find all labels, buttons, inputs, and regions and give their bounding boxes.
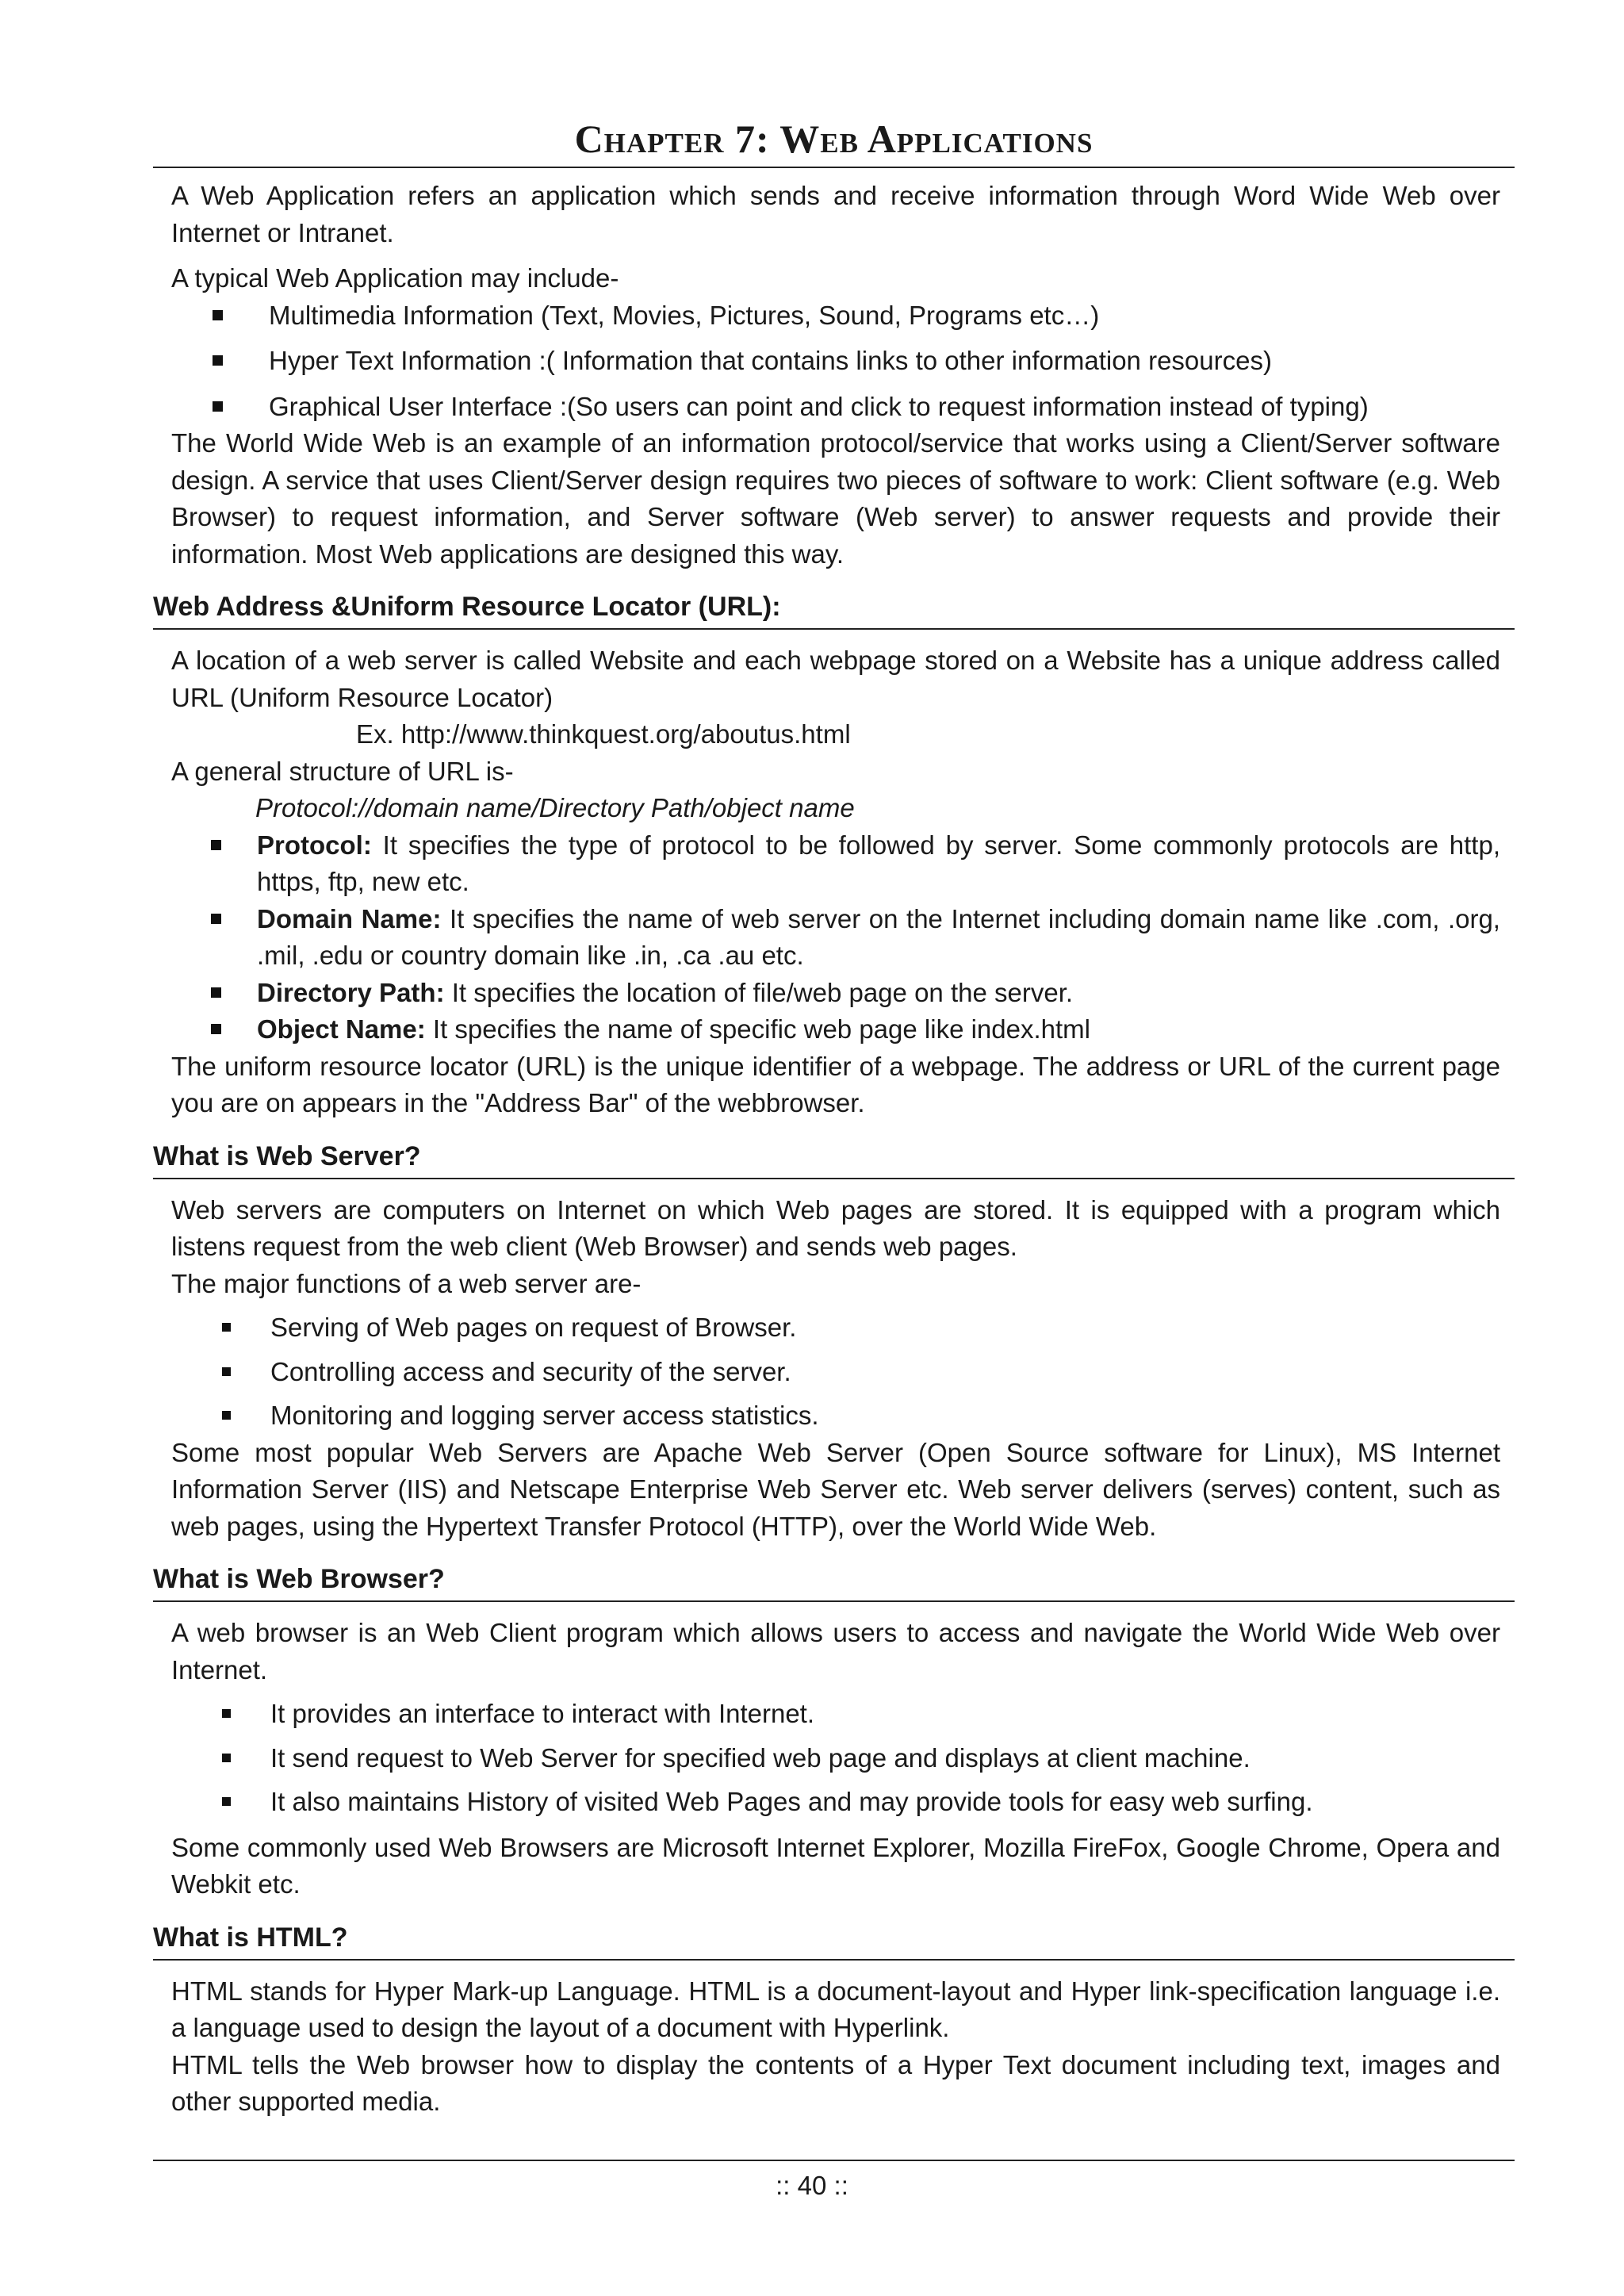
list-item: Multimedia Information (Text, Movies, Pictures, Sound, Programs etc…) bbox=[171, 297, 1500, 335]
square-bullet-icon bbox=[222, 1709, 231, 1718]
server-functions-list bbox=[171, 1309, 1500, 1435]
intro-section bbox=[153, 168, 1515, 573]
browser-paragraph-1: A web browser is an Web Client program which allows users to access and navigate the World Wide Web over Internet. bbox=[171, 1618, 1500, 1685]
list-item: Controlling access and security of the server. bbox=[171, 1354, 1500, 1391]
chapter-title: Chapter 7: Web Applications bbox=[574, 117, 1094, 161]
list-item: Domain Name: It specifies the name of web server on the Internet including domain name like .com, .org, .mil, .edu or country domain like .in, .ca .au etc. bbox=[171, 901, 1500, 975]
square-bullet-icon bbox=[222, 1754, 231, 1762]
html-paragraph-1: HTML stands for Hyper Mark-up Language. HTML is a document-layout and Hyper link-specification language i.e. a language used to design the layout of a document with Hyperlink. bbox=[171, 1976, 1500, 2042]
page-content bbox=[153, 111, 1515, 2121]
square-bullet-icon bbox=[222, 1323, 231, 1332]
html-paragraph-2: HTML tells the Web browser how to display the contents of a Hyper Text document including text, images and other supported media. bbox=[171, 2049, 1500, 2116]
browser-section bbox=[153, 1602, 1515, 1903]
url-example: Ex. http://www.thinkquest.org/aboutus.html bbox=[356, 719, 851, 749]
url-section-heading: Web Address &Uniform Resource Locator (URL): bbox=[153, 588, 1515, 630]
square-bullet-icon bbox=[213, 310, 223, 320]
url-paragraph-2: A general structure of URL is- bbox=[171, 756, 514, 786]
server-paragraph-3: Some most popular Web Servers are Apache Web Server (Open Source software for Linux), MS Internet Information Server (IIS) and Netscape Enterprise Web Server etc. Web server delivers (serves) content, such as web pages, using the Hypertext Transfer Protocol (HTTP), over the World Wide Web. bbox=[171, 1437, 1500, 1541]
url-section bbox=[153, 630, 1515, 1122]
url-paragraph-1: A location of a web server is called Website and each webpage stored on a Website has a unique address called URL (Uniform Resource Locator) bbox=[171, 646, 1500, 712]
page-number: :: 40 :: bbox=[776, 2171, 848, 2200]
list-item: Graphical User Interface :(So users can point and click to request information instead of typing) bbox=[171, 389, 1500, 426]
square-bullet-icon bbox=[213, 355, 223, 366]
list-item: Directory Path: It specifies the location of file/web page on the server. bbox=[171, 975, 1500, 1012]
browser-paragraph-2: Some commonly used Web Browsers are Microsoft Internet Explorer, Mozilla FireFox, Google Chrome, Opera and Webkit etc. bbox=[171, 1832, 1500, 1899]
html-section-heading: What is HTML? bbox=[153, 1919, 1515, 1961]
square-bullet-icon bbox=[211, 840, 221, 850]
intro-paragraph-3: The World Wide Web is an example of an information protocol/service that works using a Client/Server software design. A service that uses Client/Server design requires two pieces of software to work: Client software (e.g. Web Browser) to request information, and Server software (Web server) to answer requests and provide their information. Most Web applications are designed this way. bbox=[171, 428, 1500, 569]
square-bullet-icon bbox=[211, 987, 221, 998]
browser-features-list bbox=[171, 1696, 1500, 1821]
square-bullet-icon bbox=[211, 914, 221, 924]
square-bullet-icon bbox=[213, 401, 223, 412]
server-section bbox=[153, 1179, 1515, 1546]
square-bullet-icon bbox=[222, 1367, 231, 1376]
list-item: Serving of Web pages on request of Browser. bbox=[171, 1309, 1500, 1347]
browser-section-heading: What is Web Browser? bbox=[153, 1561, 1515, 1602]
intro-list bbox=[171, 297, 1500, 426]
square-bullet-icon bbox=[211, 1024, 221, 1034]
server-paragraph-1: Web servers are computers on Internet on which Web pages are stored. It is equipped with a program which listens request from the web client (Web Browser) and sends web pages. bbox=[171, 1194, 1500, 1261]
intro-paragraph-1: A Web Application refers an application which sends and receive information through Word Wide Web over Internet or Intranet. bbox=[171, 181, 1500, 247]
server-section-heading: What is Web Server? bbox=[153, 1138, 1515, 1179]
square-bullet-icon bbox=[222, 1411, 231, 1420]
list-item: Object Name: It specifies the name of specific web page like index.html bbox=[171, 1011, 1500, 1048]
server-paragraph-2: The major functions of a web server are- bbox=[171, 1268, 642, 1298]
list-item: Monitoring and logging server access statistics. bbox=[171, 1397, 1500, 1435]
list-item: It provides an interface to interact with Internet. bbox=[171, 1696, 1500, 1733]
url-structure: Protocol://domain name/Directory Path/object name bbox=[255, 793, 855, 822]
list-item: Hyper Text Information :( Information that contains links to other information resources) bbox=[171, 343, 1500, 380]
square-bullet-icon bbox=[222, 1797, 231, 1806]
footer-rule bbox=[153, 2160, 1515, 2161]
list-item: It also maintains History of visited Web Pages and may provide tools for easy web surfing. bbox=[171, 1784, 1500, 1821]
html-section bbox=[153, 1961, 1515, 2121]
url-paragraph-3: The uniform resource locator (URL) is the unique identifier of a webpage. The address or URL of the current page you are on appears in the "Address Bar" of the webbrowser. bbox=[171, 1051, 1500, 1117]
intro-paragraph-2: A typical Web Application may include- bbox=[171, 263, 619, 293]
list-item: It send request to Web Server for specified web page and displays at client machine. bbox=[171, 1740, 1500, 1777]
list-item: Protocol: It specifies the type of protocol to be followed by server. Some commonly protocols are http, https, ftp, new etc. bbox=[171, 827, 1500, 901]
url-parts-list bbox=[171, 827, 1500, 1048]
